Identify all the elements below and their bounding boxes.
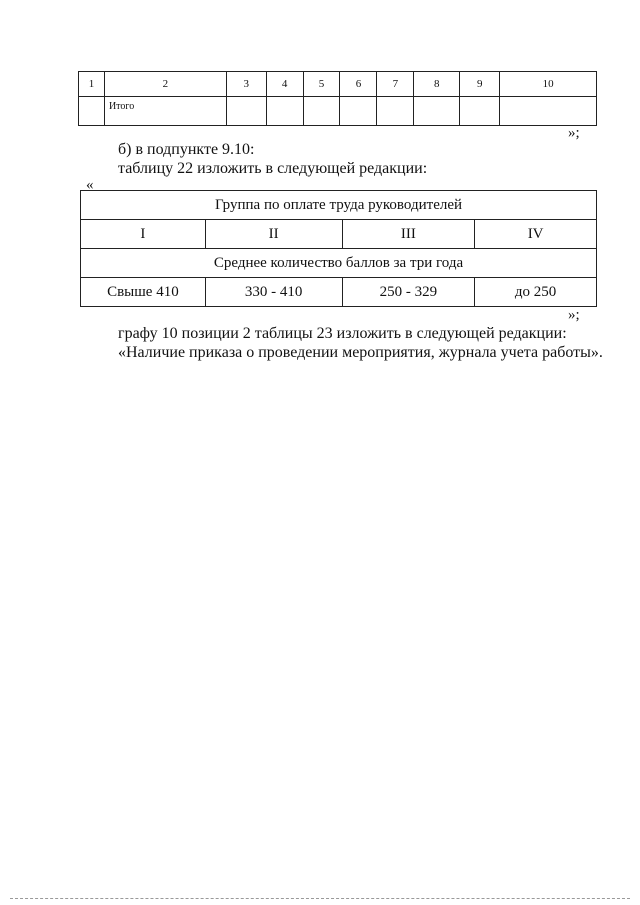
group-cell: IV xyxy=(475,220,597,249)
table-title-cell: Группа по оплате труда руководителей xyxy=(81,191,597,220)
group-cell: II xyxy=(205,220,342,249)
table-cell xyxy=(266,97,303,126)
closing-quote: »; xyxy=(568,307,580,323)
table-continuation xyxy=(78,71,597,126)
paragraph-instruction: графу 10 позиции 2 таблицы 23 изложить в следующей редакции: xyxy=(118,325,567,342)
group-cell: I xyxy=(81,220,206,249)
col-header: 9 xyxy=(460,72,500,97)
closing-quote: »; xyxy=(568,125,580,141)
col-header: 7 xyxy=(377,72,414,97)
col-header: 1 xyxy=(79,72,105,97)
col-header: 2 xyxy=(104,72,226,97)
opening-quote: « xyxy=(86,177,94,193)
paragraph-subitem: б) в подпункте 9.10: xyxy=(118,141,255,158)
table-row xyxy=(81,220,597,249)
table-cell xyxy=(226,97,266,126)
col-header: 10 xyxy=(500,72,597,97)
table-subtitle-cell: Среднее количество баллов за три года xyxy=(81,249,597,278)
col-header: 5 xyxy=(303,72,340,97)
table-cell xyxy=(79,97,105,126)
table-cell xyxy=(303,97,340,126)
col-header: 8 xyxy=(414,72,460,97)
group-cell: III xyxy=(342,220,475,249)
table-row xyxy=(79,97,597,126)
table-header-row xyxy=(79,72,597,97)
col-header: 4 xyxy=(266,72,303,97)
value-cell: Свыше 410 xyxy=(81,278,206,307)
table-cell xyxy=(414,97,460,126)
table-row xyxy=(81,191,597,220)
table-row xyxy=(81,249,597,278)
value-cell: до 250 xyxy=(475,278,597,307)
page-bottom-edge xyxy=(10,898,630,899)
paragraph-instruction: таблицу 22 изложить в следующей редакции: xyxy=(118,160,428,177)
value-cell: 250 - 329 xyxy=(342,278,475,307)
table-row xyxy=(81,278,597,307)
value-cell: 330 - 410 xyxy=(205,278,342,307)
paragraph-quote: «Наличие приказа о проведении мероприятия, журнала учета работы». xyxy=(118,344,603,361)
table-cell xyxy=(460,97,500,126)
col-header: 3 xyxy=(226,72,266,97)
table-22 xyxy=(80,190,597,307)
total-label: Итого xyxy=(104,97,226,126)
table-cell xyxy=(500,97,597,126)
table-cell xyxy=(340,97,377,126)
table-cell xyxy=(377,97,414,126)
col-header: 6 xyxy=(340,72,377,97)
